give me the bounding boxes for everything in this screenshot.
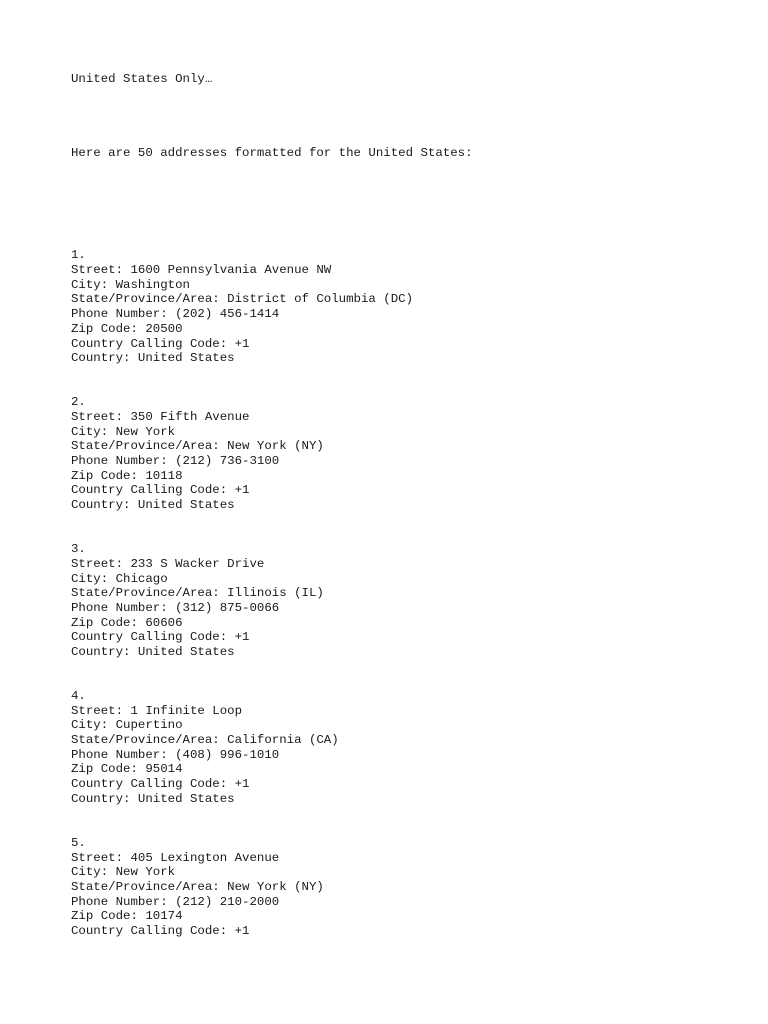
state-line: State/Province/Area: Illinois (IL): [71, 586, 324, 601]
zip-line: Zip Code: 10174: [71, 909, 183, 924]
street-line: Street: 350 Fifth Avenue: [71, 409, 250, 424]
intro-text: Here are 50 addresses formatted for the United States:: [71, 145, 473, 160]
city-line: City: Chicago: [71, 571, 168, 586]
calling-code-line: Country Calling Code: +1: [71, 924, 250, 939]
city-line: City: New York: [71, 424, 176, 439]
street-line: Street: 1 Infinite Loop: [71, 703, 243, 718]
entry-number: 2.: [71, 395, 86, 410]
city-line: City: Cupertino: [71, 718, 183, 733]
entry-number: 1.: [71, 248, 86, 263]
phone-line: Phone Number: (312) 875-0066: [71, 600, 280, 615]
zip-line: Zip Code: 60606: [71, 615, 183, 630]
country-line: Country: United States: [71, 498, 235, 513]
zip-line: Zip Code: 10118: [71, 468, 183, 483]
entry-number: 5.: [71, 835, 86, 850]
street-line: Street: 233 S Wacker Drive: [71, 556, 265, 571]
calling-code-line: Country Calling Code: +1: [71, 777, 250, 792]
phone-line: Phone Number: (212) 736-3100: [71, 454, 280, 469]
zip-line: Zip Code: 95014: [71, 762, 183, 777]
state-line: State/Province/Area: California (CA): [71, 733, 339, 748]
address-entry-2: [71, 395, 751, 513]
state-line: State/Province/Area: New York (NY): [71, 880, 324, 894]
entry-number: 3.: [71, 542, 86, 557]
state-line: State/Province/Area: District of Columbia (DC): [71, 292, 414, 307]
phone-line: Phone Number: (212) 210-2000: [71, 894, 280, 909]
city-line: City: Washington: [71, 277, 190, 292]
calling-code-line: Country Calling Code: +1: [71, 483, 250, 498]
country-line: Country: United States: [71, 644, 235, 659]
city-line: City: New York: [71, 865, 176, 880]
document-title: United States Only…: [71, 72, 213, 86]
state-line: State/Province/Area: New York (NY): [71, 439, 324, 454]
address-entry-4: [71, 689, 751, 807]
calling-code-line: Country Calling Code: +1: [71, 336, 250, 351]
address-entry-1: [71, 248, 751, 366]
entry-number: 4.: [71, 689, 86, 704]
country-line: Country: United States: [71, 351, 235, 366]
address-entry-5: [71, 836, 751, 939]
zip-line: Zip Code: 20500: [71, 321, 183, 336]
country-line: Country: United States: [71, 791, 235, 806]
address-entry-3: [71, 542, 751, 660]
calling-code-line: Country Calling Code: +1: [71, 630, 250, 645]
document-page: [71, 72, 751, 968]
street-line: Street: 1600 Pennsylvania Avenue NW: [71, 263, 332, 278]
phone-line: Phone Number: (408) 996-1010: [71, 747, 280, 762]
phone-line: Phone Number: (202) 456-1414: [71, 307, 280, 322]
street-line: Street: 405 Lexington Avenue: [71, 850, 280, 865]
